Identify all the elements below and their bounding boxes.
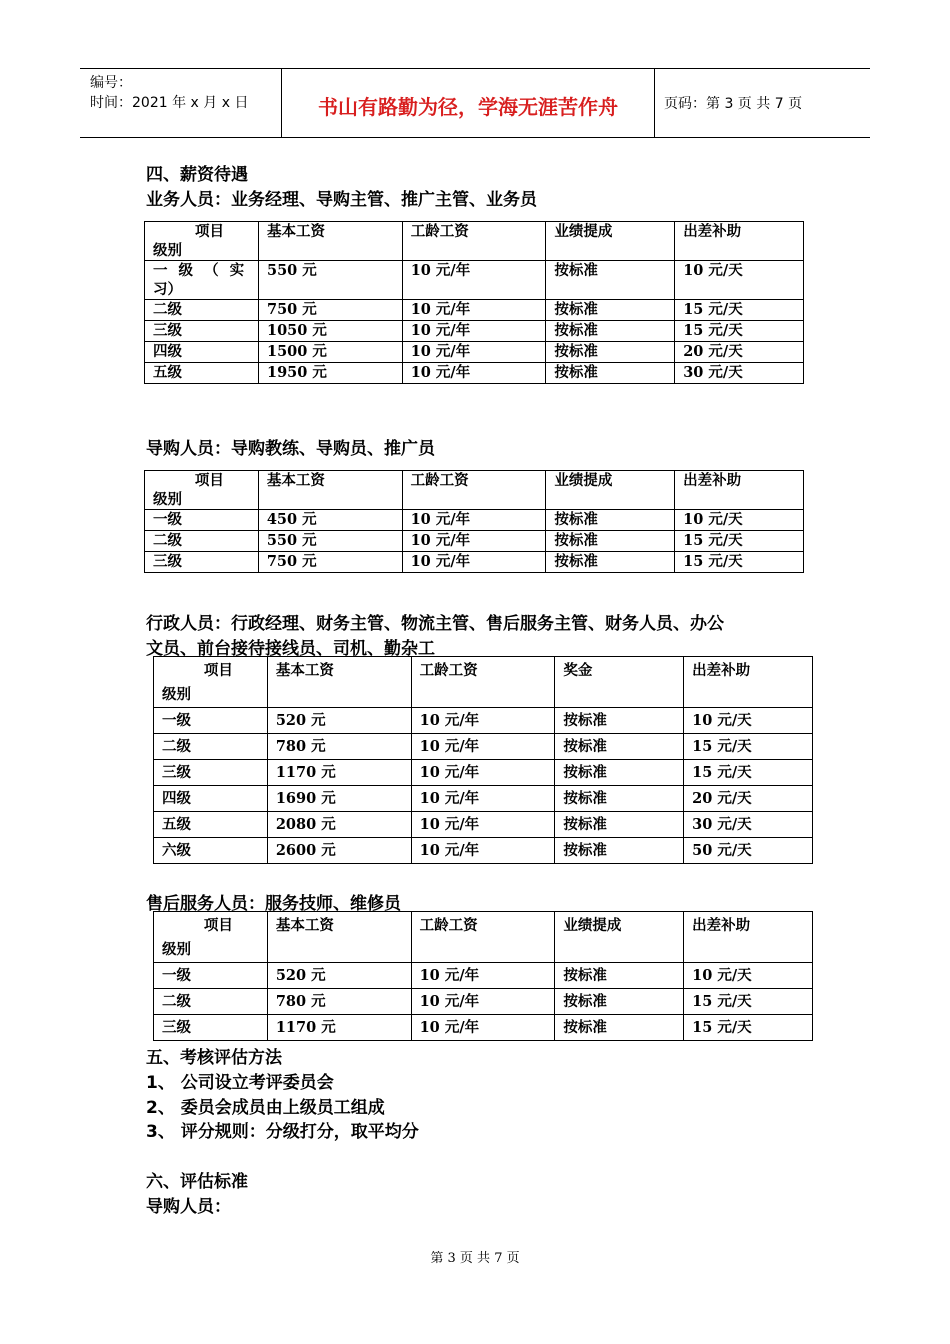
table-row bbox=[145, 510, 804, 531]
level-cell: 二级 bbox=[145, 531, 259, 552]
section-5-item: 2、 委员会成员由上级员工组成 bbox=[146, 1098, 385, 1118]
base-cell: 550 元 bbox=[258, 261, 402, 300]
bonus-cell: 按标准 bbox=[546, 300, 675, 321]
base-cell: 750 元 bbox=[258, 552, 402, 573]
seniority-cell: 10 元/年 bbox=[411, 963, 555, 989]
base-cell: 780 元 bbox=[267, 734, 411, 760]
admin-title-line2: 文员、前台接待接线员、司机、勤杂工 bbox=[146, 639, 435, 659]
seniority-cell: 10 元/年 bbox=[402, 321, 546, 342]
header-cell: 工龄工资 bbox=[402, 222, 546, 261]
base-cell: 2600 元 bbox=[267, 838, 411, 864]
base-cell: 1950 元 bbox=[258, 363, 402, 384]
base-cell: 520 元 bbox=[267, 708, 411, 734]
level-cell: 三级 bbox=[154, 760, 268, 786]
travel-cell: 15 元/天 bbox=[684, 1015, 813, 1041]
table-row bbox=[154, 963, 813, 989]
bonus-cell: 按标准 bbox=[555, 838, 684, 864]
header-cell: 业绩提成 bbox=[546, 471, 675, 510]
bonus-cell: 按标准 bbox=[555, 989, 684, 1015]
level-cell: 二级 bbox=[154, 734, 268, 760]
base-cell: 1170 元 bbox=[267, 1015, 411, 1041]
seniority-cell: 10 元/年 bbox=[411, 989, 555, 1015]
base-cell: 1170 元 bbox=[267, 760, 411, 786]
travel-cell: 20 元/天 bbox=[675, 342, 804, 363]
sales-title: 业务人员：业务经理、导购主管、推广主管、业务员 bbox=[146, 190, 537, 210]
bonus-cell: 按标准 bbox=[546, 321, 675, 342]
table-row bbox=[145, 342, 804, 363]
table-header-row bbox=[154, 912, 813, 963]
seniority-cell: 10 元/年 bbox=[402, 342, 546, 363]
section-5-item: 1、 公司设立考评委员会 bbox=[146, 1073, 334, 1093]
level-cell: 四级 bbox=[154, 786, 268, 812]
travel-cell: 20 元/天 bbox=[684, 786, 813, 812]
seniority-cell: 10 元/年 bbox=[402, 510, 546, 531]
seniority-cell: 10 元/年 bbox=[411, 760, 555, 786]
header-cell: 出差补助 bbox=[675, 222, 804, 261]
travel-cell: 10 元/天 bbox=[684, 963, 813, 989]
level-cell: 二级 bbox=[145, 300, 259, 321]
base-cell: 1500 元 bbox=[258, 342, 402, 363]
bonus-cell: 按标准 bbox=[546, 363, 675, 384]
travel-cell: 50 元/天 bbox=[684, 838, 813, 864]
table-row bbox=[145, 552, 804, 573]
header-cell: 奖金 bbox=[555, 657, 684, 708]
header-cell: 出差补助 bbox=[675, 471, 804, 510]
level-cell: 四级 bbox=[145, 342, 259, 363]
bonus-cell: 按标准 bbox=[546, 261, 675, 300]
seniority-cell: 10 元/年 bbox=[402, 300, 546, 321]
admin-title-line1: 行政人员：行政经理、财务主管、物流主管、售后服务主管、财务人员、办公 bbox=[146, 614, 724, 634]
page-footer: 第 3 页 共 7 页 bbox=[430, 1251, 520, 1266]
travel-cell: 15 元/天 bbox=[684, 734, 813, 760]
section-6-subtitle: 导购人员： bbox=[146, 1197, 231, 1217]
travel-cell: 15 元/天 bbox=[684, 760, 813, 786]
guide-title: 导购人员：导购教练、导购员、推广员 bbox=[146, 439, 435, 459]
header-cell: 基本工资 bbox=[267, 657, 411, 708]
table-row bbox=[154, 1015, 813, 1041]
service-salary-table bbox=[153, 911, 813, 1041]
sales-salary-table bbox=[144, 221, 804, 384]
bonus-cell: 按标准 bbox=[555, 963, 684, 989]
level-cell: 一级 bbox=[145, 510, 259, 531]
bonus-cell: 按标准 bbox=[555, 708, 684, 734]
header-cell: 业绩提成 bbox=[546, 222, 675, 261]
bonus-cell: 按标准 bbox=[555, 734, 684, 760]
table-header-row bbox=[154, 657, 813, 708]
level-cell: 三级 bbox=[145, 552, 259, 573]
header-cell: 业绩提成 bbox=[555, 912, 684, 963]
base-cell: 1050 元 bbox=[258, 321, 402, 342]
header-meta bbox=[90, 73, 248, 113]
travel-cell: 15 元/天 bbox=[675, 300, 804, 321]
serial-label: 编号： bbox=[90, 75, 132, 91]
table-row bbox=[145, 363, 804, 384]
table-row bbox=[145, 321, 804, 342]
seniority-cell: 10 元/年 bbox=[411, 734, 555, 760]
seniority-cell: 10 元/年 bbox=[411, 786, 555, 812]
date-label: 时间：2021 年 x 月 x 日 bbox=[90, 95, 249, 111]
bonus-cell: 按标准 bbox=[555, 786, 684, 812]
level-cell: 二级 bbox=[154, 989, 268, 1015]
bonus-cell: 按标准 bbox=[555, 1015, 684, 1041]
table-row bbox=[154, 708, 813, 734]
header-cell: 基本工资 bbox=[258, 222, 402, 261]
level-cell: 一级 bbox=[154, 963, 268, 989]
header-cell-item-level: 项目 级别 bbox=[145, 222, 259, 261]
seniority-cell: 10 元/年 bbox=[411, 838, 555, 864]
bonus-cell: 按标准 bbox=[555, 760, 684, 786]
header-cell: 出差补助 bbox=[684, 657, 813, 708]
travel-cell: 30 元/天 bbox=[684, 812, 813, 838]
header-cell: 工龄工资 bbox=[411, 912, 555, 963]
travel-cell: 10 元/天 bbox=[675, 510, 804, 531]
bonus-cell: 按标准 bbox=[546, 531, 675, 552]
header-cell: 工龄工资 bbox=[402, 471, 546, 510]
seniority-cell: 10 元/年 bbox=[411, 1015, 555, 1041]
seniority-cell: 10 元/年 bbox=[411, 708, 555, 734]
base-cell: 2080 元 bbox=[267, 812, 411, 838]
table-row bbox=[154, 760, 813, 786]
base-cell: 520 元 bbox=[267, 963, 411, 989]
base-cell: 750 元 bbox=[258, 300, 402, 321]
base-cell: 450 元 bbox=[258, 510, 402, 531]
table-row bbox=[154, 734, 813, 760]
bonus-cell: 按标准 bbox=[555, 812, 684, 838]
section-5-item: 3、 评分规则：分级打分，取平均分 bbox=[146, 1122, 419, 1142]
travel-cell: 10 元/天 bbox=[675, 261, 804, 300]
travel-cell: 15 元/天 bbox=[684, 989, 813, 1015]
header-cell-item-level: 项目 级别 bbox=[154, 912, 268, 963]
bonus-cell: 按标准 bbox=[546, 552, 675, 573]
bonus-cell: 按标准 bbox=[546, 510, 675, 531]
seniority-cell: 10 元/年 bbox=[402, 531, 546, 552]
table-row bbox=[145, 300, 804, 321]
section-4-title: 四、薪资待遇 bbox=[146, 165, 248, 185]
header-cell: 出差补助 bbox=[684, 912, 813, 963]
travel-cell: 10 元/天 bbox=[684, 708, 813, 734]
base-cell: 550 元 bbox=[258, 531, 402, 552]
guide-salary-table bbox=[144, 470, 804, 573]
header-motto: 书山有路勤为径，学海无涯苦作舟 bbox=[318, 95, 618, 119]
seniority-cell: 10 元/年 bbox=[402, 552, 546, 573]
header-cell: 基本工资 bbox=[267, 912, 411, 963]
level-cell: 一 级 （ 实 习） bbox=[145, 261, 259, 300]
base-cell: 780 元 bbox=[267, 989, 411, 1015]
table-row bbox=[145, 261, 804, 300]
header-cell: 工龄工资 bbox=[411, 657, 555, 708]
section-6-title: 六、评估标准 bbox=[146, 1172, 248, 1192]
table-row bbox=[145, 531, 804, 552]
header-cell-item-level: 项目 级别 bbox=[154, 657, 268, 708]
table-row bbox=[154, 838, 813, 864]
level-cell: 三级 bbox=[145, 321, 259, 342]
header-divider bbox=[654, 69, 655, 137]
section-5-title: 五、考核评估方法 bbox=[146, 1048, 282, 1068]
table-row bbox=[154, 786, 813, 812]
travel-cell: 30 元/天 bbox=[675, 363, 804, 384]
seniority-cell: 10 元/年 bbox=[402, 363, 546, 384]
level-cell: 五级 bbox=[145, 363, 259, 384]
service-title: 售后服务人员：服务技师、维修员 bbox=[146, 894, 401, 914]
level-cell: 一级 bbox=[154, 708, 268, 734]
base-cell: 1690 元 bbox=[267, 786, 411, 812]
travel-cell: 15 元/天 bbox=[675, 552, 804, 573]
table-row bbox=[154, 989, 813, 1015]
table-header-row bbox=[145, 471, 804, 510]
travel-cell: 15 元/天 bbox=[675, 321, 804, 342]
header-cell-item-level: 项目 级别 bbox=[145, 471, 259, 510]
level-cell: 六级 bbox=[154, 838, 268, 864]
level-cell: 五级 bbox=[154, 812, 268, 838]
table-row bbox=[154, 812, 813, 838]
travel-cell: 15 元/天 bbox=[675, 531, 804, 552]
level-cell: 三级 bbox=[154, 1015, 268, 1041]
admin-salary-table bbox=[153, 656, 813, 864]
seniority-cell: 10 元/年 bbox=[402, 261, 546, 300]
bonus-cell: 按标准 bbox=[546, 342, 675, 363]
seniority-cell: 10 元/年 bbox=[411, 812, 555, 838]
header-cell: 基本工资 bbox=[258, 471, 402, 510]
page-header bbox=[80, 68, 870, 138]
header-page-number: 页码：第 3 页 共 7 页 bbox=[664, 96, 803, 112]
table-header-row bbox=[145, 222, 804, 261]
